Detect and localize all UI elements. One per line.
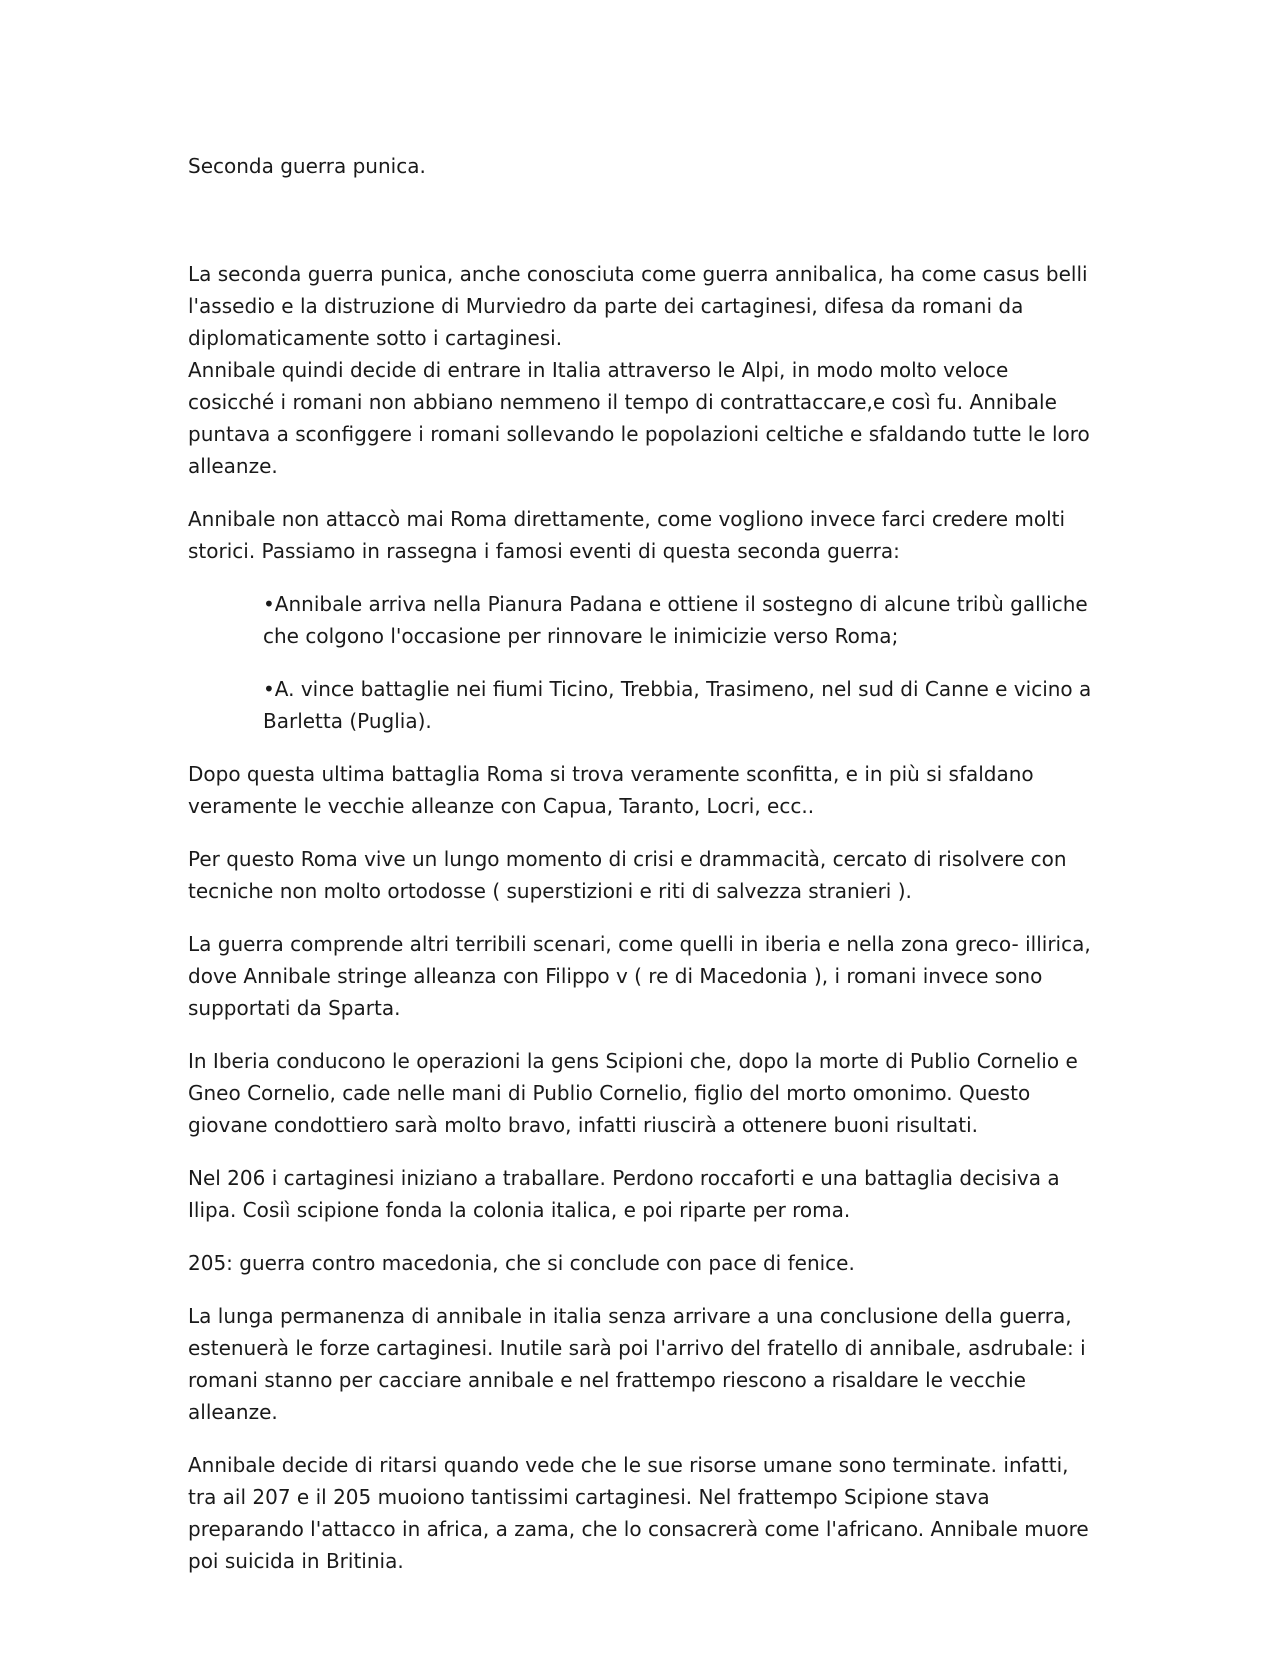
paragraph-205: 205: guerra contro macedonia, che si conclude con pace di fenice. [188,1251,855,1275]
paragraph-permanence: La lunga permanenza di annibale in italia senza arrivare a una conclusione della guerra, estenuerà le forze cartaginesi. Inutile sarà poi l'arrivo del fratello di annibale, asdrubale: i romani stanno per cacciare annibale e nel frattempo riescono a risaldare le vecchie alleanze. [188,1304,1086,1424]
paragraph-iberia: In Iberia conducono le operazioni la gens Scipioni che, dopo la morte di Publio Cornelio e Gneo Cornelio, cade nelle mani di Publio Cornelio, figlio del morto omonimo. Questo giovane condottiero sarà molto bravo, infatti riuscirà a ottenere buoni risultati. [188,1049,1078,1137]
paragraph-alps: Annibale quindi decide di entrare in Italia attraverso le Alpi, in modo molto veloce cosicché i romani non abbiano nemmeno il tempo di contrattaccare,e così fu. Annibale puntava a sconfiggere i romani sollevando le popolazioni celtiche e sfaldando tutte le loro alleanze. [188,358,1090,478]
paragraph-conclusion: Annibale decide di ritarsi quando vede che le sue risorse umane sono terminate. infatti, tra ail 207 e il 205 muoiono tantissimi cartaginesi. Nel frattempo Scipione stava preparando l'attacco in africa, a zama, che lo consacrerà come l'africano. Annibale muore poi suicida in Britinia. [188,1453,1089,1573]
bullet-item: •Annibale arriva nella Pianura Padana e ottiene il sostegno di alcune tribù galliche che colgono l'occasione per rinnovare le inimicizie verso Roma; [263,592,1088,648]
document-title: Seconda guerra punica. [188,154,426,178]
bullet-item: •A. vince battaglie nei fiumi Ticino, Trebbia, Trasimeno, nel sud di Canne e vicino a Barletta (Puglia). [263,677,1092,733]
paragraph-206: Nel 206 i cartaginesi iniziano a traballare. Perdono roccaforti e una battaglia decisiva a Ilipa. Cosiì scipione fonda la colonia italica, e poi riparte per roma. [188,1166,1060,1222]
paragraph-scenarios: La guerra comprende altri terribili scenari, come quelli in iberia e nella zona greco- illirica, dove Annibale stringe alleanza con Filippo v ( re di Macedonia ), i romani invece sono supportati da Sparta. [188,932,1091,1020]
paragraph-crisis: Per questo Roma vive un lungo momento di crisi e drammacità, cercato di risolvere con tecniche non molto ortodosse ( superstizioni e riti di salvezza stranieri ). [188,847,1067,903]
paragraph-intro: La seconda guerra punica, anche conosciuta come guerra annibalica, ha come casus belli l'assedio e la distruzione di Murviedro da parte dei cartaginesi, difesa da romani da diplomaticamente sotto i cartaginesi. [188,262,1088,350]
paragraph-defeat: Dopo questa ultima battaglia Roma si trova veramente sconfitta, e in più si sfaldano veramente le vecchie alleanze con Capua, Taranto, Locri, ecc.. [188,762,1034,818]
document-page [188,150,1093,1598]
paragraph-events-intro: Annibale non attaccò mai Roma direttamente, come vogliono invece farci credere molti storici. Passiamo in rassegna i famosi eventi di questa seconda guerra: [188,507,1066,563]
